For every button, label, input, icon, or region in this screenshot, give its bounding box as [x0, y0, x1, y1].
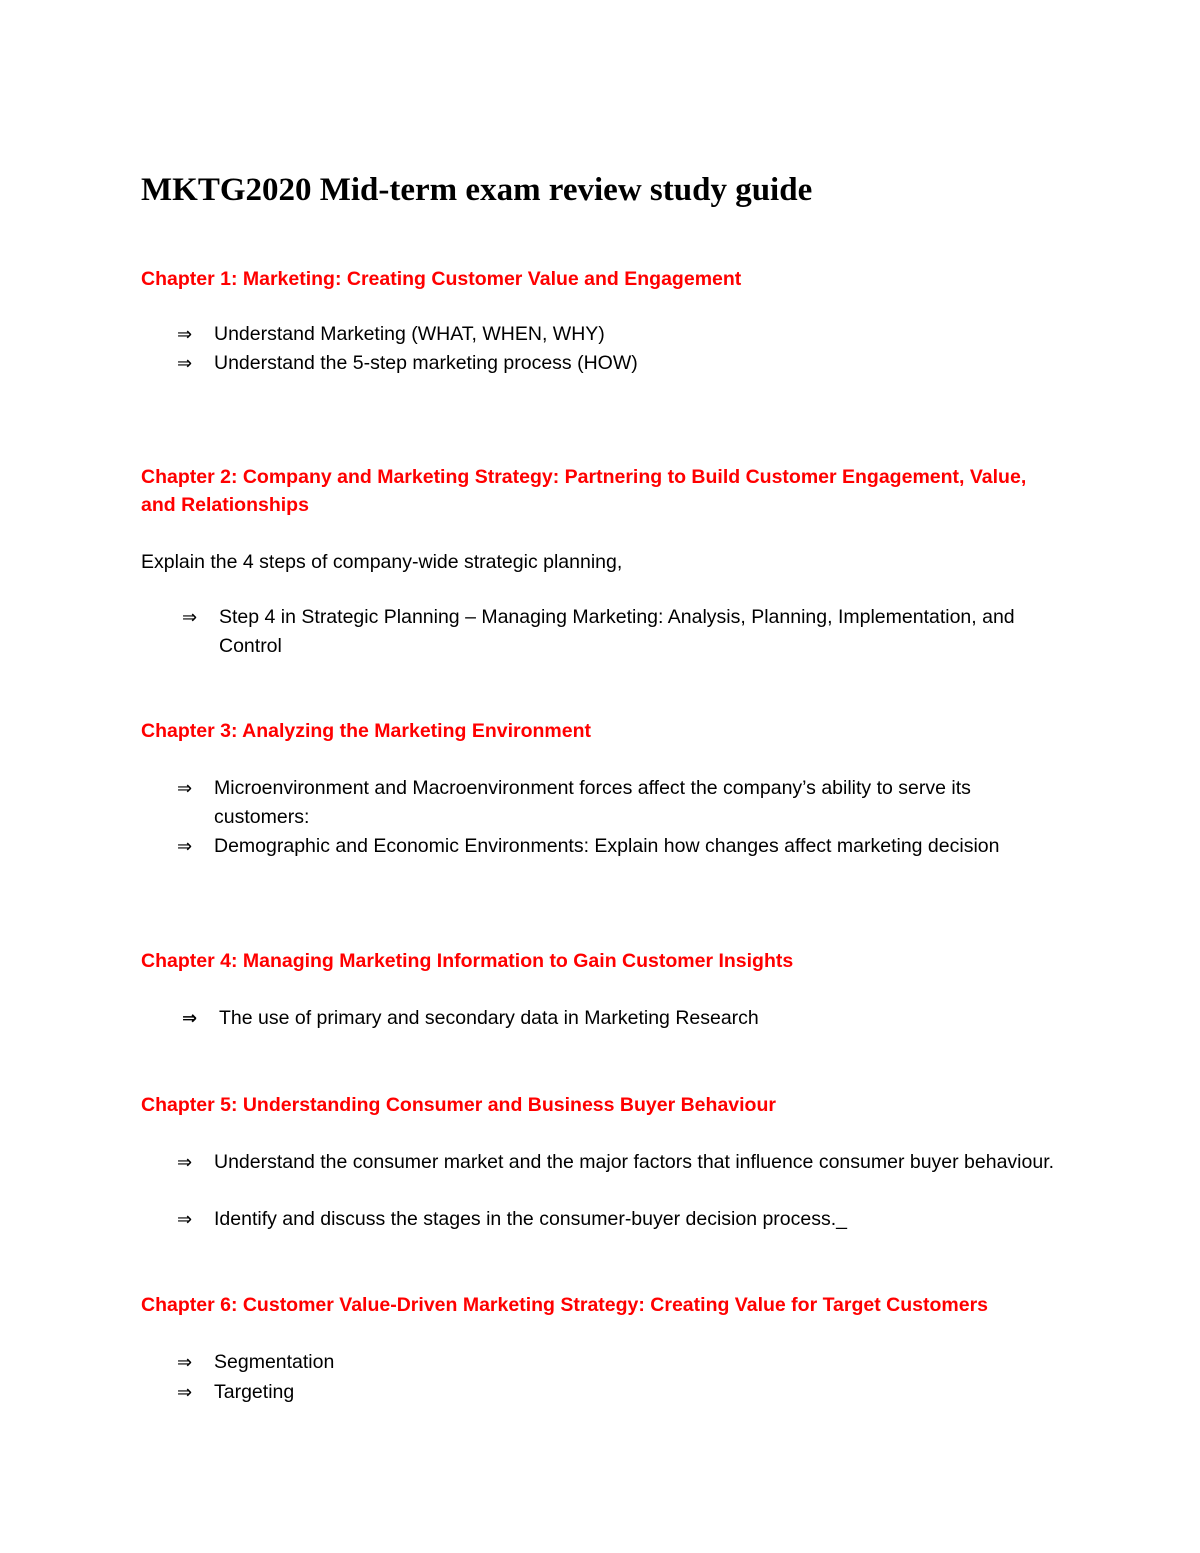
bullet-text: Understand the 5-step marketing process (HOW)	[214, 352, 638, 374]
chapter-5-heading: Chapter 5: Understanding Consumer and Business Buyer Behaviour	[141, 1094, 776, 1116]
rightwards-double-arrow-icon: ⇒	[177, 836, 193, 857]
rightwards-double-arrow-icon: ⇒	[177, 1152, 193, 1173]
list-item	[177, 832, 1057, 861]
list-item	[177, 349, 1057, 378]
list-item	[177, 320, 1057, 349]
chapter-4-heading: Chapter 4: Managing Marketing Information to Gain Customer Insights	[141, 950, 794, 972]
list-item	[182, 1004, 1062, 1033]
bullet-text: Understand Marketing (WHAT, WHEN, WHY)	[214, 323, 605, 345]
bullet-text: Demographic and Economic Environments: Explain how changes affect marketing decision	[214, 835, 1000, 857]
rightwards-double-arrow-icon: ⇒	[177, 778, 193, 799]
rightwards-double-arrow-icon: ⇒	[177, 353, 193, 374]
bullet-text: Step 4 in Strategic Planning – Managing Marketing: Analysis, Planning, Implementation, and Control	[219, 606, 1015, 657]
chapter-1-heading: Chapter 1: Marketing: Creating Customer Value and Engagement	[141, 268, 742, 290]
bullet-text: The use of primary and secondary data in Marketing Research	[219, 1007, 759, 1029]
list-item	[177, 1348, 1057, 1377]
rightwards-double-arrow-icon: ⇒	[177, 324, 193, 345]
rightwards-double-arrow-icon: ⇒	[177, 1352, 193, 1373]
bullet-text: Microenvironment and Macroenvironment forces affect the company’s ability to serve its customers:	[214, 777, 971, 828]
chapter-3-heading: Chapter 3: Analyzing the Marketing Environment	[141, 720, 592, 742]
bullet-text: Segmentation	[214, 1351, 335, 1373]
chapter-6-heading: Chapter 6: Customer Value-Driven Marketing Strategy: Creating Value for Target Customers	[141, 1294, 989, 1316]
bullet-text: Identify and discuss the stages in the consumer-buyer decision process._	[214, 1208, 848, 1230]
list-item	[182, 603, 1062, 661]
document-title: MKTG2020 Mid-term exam review study guide	[141, 172, 813, 208]
chapter-2-intro-text: Explain the 4 steps of company-wide strategic planning,	[141, 551, 623, 573]
bullet-text: Understand the consumer market and the major factors that influence consumer buyer behaviour.	[214, 1151, 1055, 1173]
list-item	[177, 1378, 1057, 1407]
bullet-text: Targeting	[214, 1381, 295, 1403]
rightwards-double-arrow-icon: ⇒	[177, 1382, 193, 1403]
list-item	[177, 774, 1057, 832]
chapter-2-heading: Chapter 2: Company and Marketing Strategy: Partnering to Build Customer Engagement, Value, and Relationships	[141, 466, 1027, 516]
list-item	[177, 1148, 1057, 1177]
rightwards-double-arrow-icon: ⇒	[182, 607, 198, 628]
list-item	[177, 1205, 1057, 1234]
rightwards-double-arrow-icon: ⇒	[177, 1209, 193, 1230]
rightwards-double-arrow-icon: ⇒	[182, 1008, 198, 1029]
